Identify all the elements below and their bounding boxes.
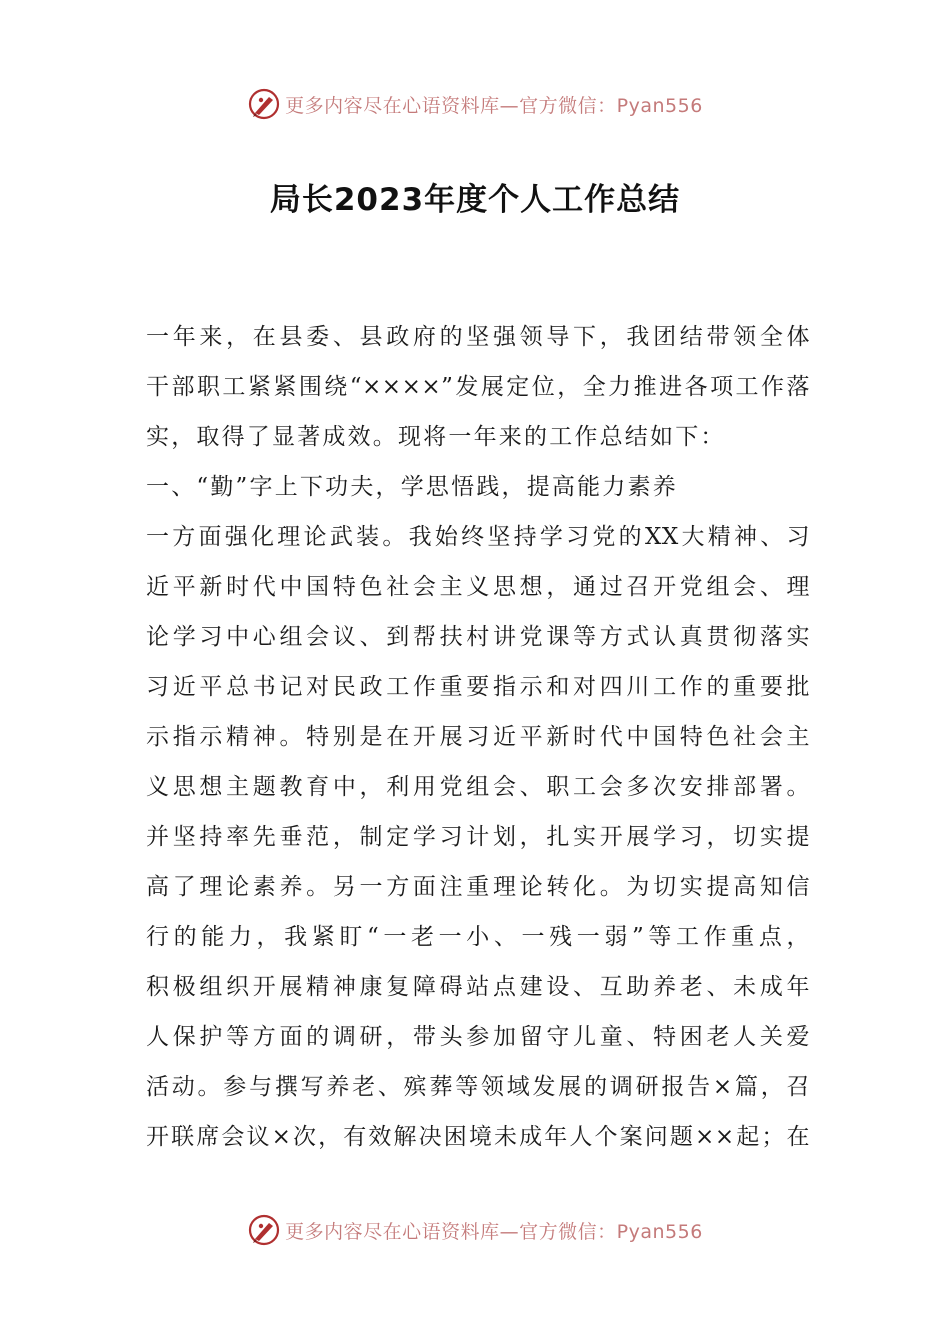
header-watermark — [0, 84, 950, 124]
document-title: 局长2023年度个人工作总结 — [269, 182, 681, 218]
body-line: 习近平总书记对民政工作重要指示和对四川工作的重要批 — [146, 674, 810, 700]
body-line: 一方面强化理论武装。我始终坚持学习党的XX大精神、习 — [146, 524, 810, 550]
body-line: 人保护等方面的调研，带头参加留守儿童、特困老人关爱 — [146, 1024, 810, 1050]
body-line: 高了理论素养。另一方面注重理论转化。为切实提高知信 — [146, 874, 810, 900]
body-line: 论学习中心组会议、到帮扶村讲党课等方式认真贯彻落实 — [146, 624, 810, 650]
body-line: 活动。参与撰写养老、殡葬等领域发展的调研报告×篇，召 — [146, 1074, 810, 1100]
body-line: 开联席会议×次，有效解决困境未成年人个案问题××起；在 — [146, 1124, 810, 1150]
body-line: 示指示精神。特别是在开展习近平新时代中国特色社会主 — [146, 724, 810, 750]
body-line: 一年来，在县委、县政府的坚强领导下，我团结带领全体 — [146, 324, 810, 350]
watermark-text: 更多内容尽在心语资料库—官方微信：Pyan556 — [285, 94, 703, 117]
watermark-text: 更多内容尽在心语资料库—官方微信：Pyan556 — [285, 1220, 703, 1243]
body-line: 义思想主题教育中，利用党组会、职工会多次安排部署。 — [146, 774, 810, 800]
body-line: 积极组织开展精神康复障碍站点建设、互助养老、未成年 — [146, 974, 810, 1000]
document-body — [146, 312, 810, 1162]
footer-watermark — [0, 1210, 950, 1250]
pen-logo-icon — [247, 87, 281, 121]
pen-logo-icon — [247, 1213, 281, 1247]
body-line: 干部职工紧紧围绕“××××”发展定位，全力推进各项工作落 — [146, 374, 810, 400]
body-line: 行的能力，我紧盯“一老一小、一残一弱”等工作重点， — [146, 924, 810, 950]
body-line: 实，取得了显著成效。现将一年来的工作总结如下： — [146, 424, 726, 450]
section-heading: 一、“勤”字上下功夫，学思悟践，提高能力素养 — [146, 474, 678, 500]
body-line: 并坚持率先垂范，制定学习计划，扎实开展学习，切实提 — [146, 824, 810, 850]
body-line: 近平新时代中国特色社会主义思想，通过召开党组会、理 — [146, 574, 810, 600]
